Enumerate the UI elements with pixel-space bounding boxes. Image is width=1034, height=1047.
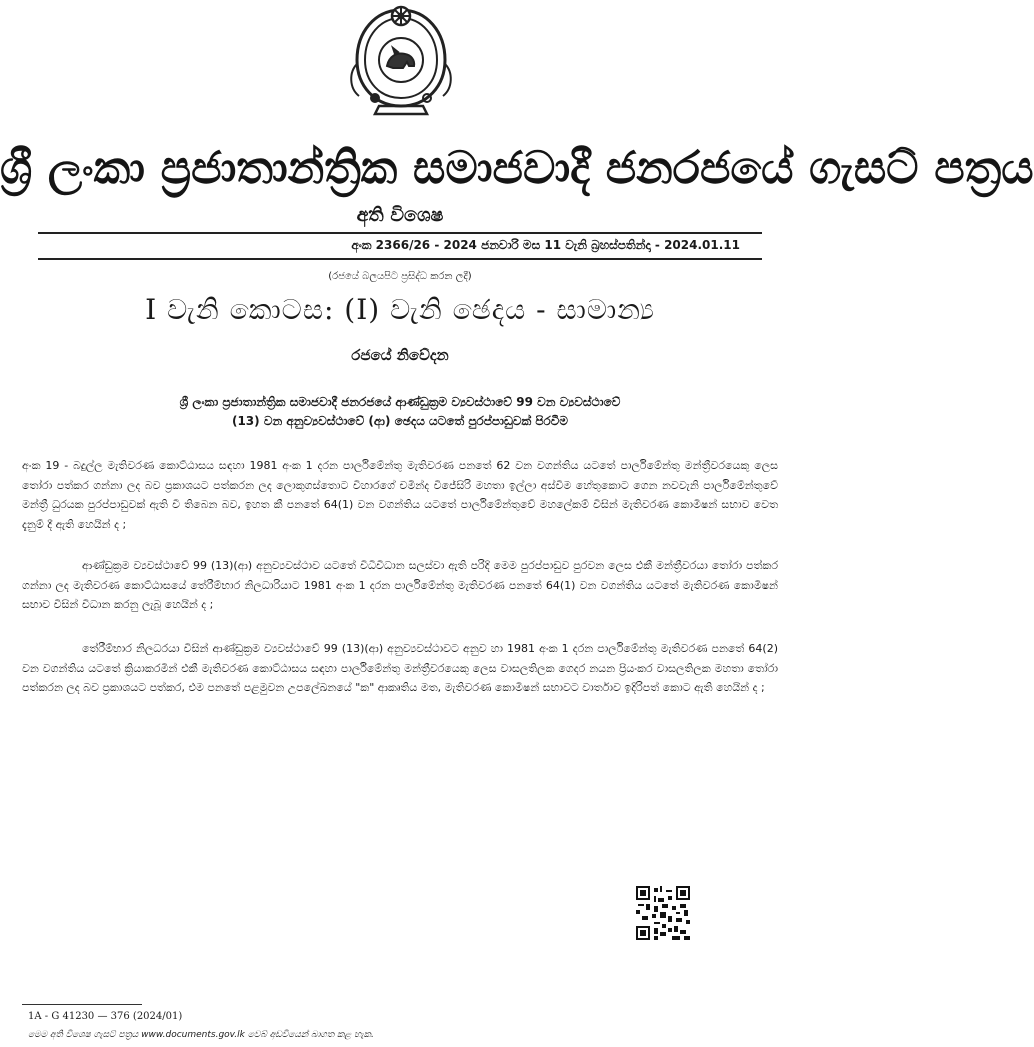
- published-by-authority: (රජයේ බලයපිට ප්‍රසිද්ධ කරන ලදී): [328, 271, 472, 282]
- footer-rule: [22, 1004, 142, 1005]
- header-rule-top: [38, 232, 762, 234]
- qr-code-icon[interactable]: [636, 886, 690, 940]
- issue-line: අංක 2366/26 - 2024 ජනවාරි මස 11 වැනි බ්‍රහස්පතින්දා - 2024.01.11: [351, 238, 740, 252]
- subject-line-1: ශ්‍රී ලංකා ප්‍රජාතාන්ත්‍රික සමාජවාදී ජනරජයේ ආණ්ඩුක්‍රම ව්‍යවස්ථාවේ 99 වන ව්‍යවස්ථාවේ: [179, 395, 621, 409]
- section-heading: රජයේ නිවේදන: [351, 346, 449, 364]
- header-rule-bottom: [38, 258, 762, 260]
- footer-download-note: මෙම අති විශෙෂ ගැසට් පත්‍රය www.documents.gov.lk වෙබ් අඩවියෙන් බාගත කළ හැක.: [28, 1030, 374, 1040]
- notice-paragraph-3: තේරීම්භාර නිලධරයා විසින් ආණ්ඩුක්‍රම ව්‍යවස්ථාවේ 99 (13)(ආ) අනුව්‍යවස්ථාවට අනුව හා 1981 අංක 1 දරන පාර්ලිමේන්තු මැතිවරණ පනතේ 64(2) වන වගන්තිය යටතේ ක්‍රියාකරමින් එකී මැතිවරණ කොට්ඨාසය සඳහා පාර්ලිමේන්තු මන්ත්‍රීවරයෙකු ලෙස වාසලතිලක ගෙදර නයන ප්‍රියංකර වාසලතිලක මහතා තෝරා පත්කරන ලද බව ප්‍රකාශයට පත්කර, එම පනතේ පළමුවන උපලේඛනයේ "ක" ආකෘතිය මත, මැතිවරණ කොමිෂන් සභාවට වාර්තාව ඉදිරිපත් කොට ඇති හෙයින් ද ;: [22, 642, 778, 694]
- sri-lanka-emblem-icon: [335, 2, 467, 124]
- gazette-masthead: ශ්‍රී ලංකා ප්‍රජාතාන්ත්‍රික සමාජවාදී ජනරජයේ ගැසට් පත්‍රය: [0, 141, 1034, 194]
- subject-line-2: (13) වන අනුව්‍යවස්ථාවේ (ආ) ඡෙදය යටතේ පුරප්පාඩුවක් පිරවීම: [231, 414, 569, 428]
- part-title: I වැනි කොටස: (I) වැනි ඡෙදය - සාමාන්‍ය: [145, 293, 655, 326]
- footer-print-code: 1A - G 41230 — 376 (2024/01): [28, 1011, 183, 1022]
- notice-paragraph-2: ආණ්ඩුක්‍රම ව්‍යවස්ථාවේ 99 (13)(ආ) අනුව්‍යවස්ථාව යටතේ විධිවිධාන සලස්වා ඇති පරිදි මෙම පුරප්පාඩුව පුරවන ලෙස එකී මන්ත්‍රීවරයා තෝරා පත්කර ගන්නා ලද මැතිවරණ කොට්ඨාසයේ තේරීම්භාර නිලධාරියාට 1981 අංක 1 දරන පාර්ලිමේන්තු මැතිවරණ පනතේ 64(1) වන වගන්තිය යටතේ මැතිවරණ කොමිෂන් සභාව විසින් විධාන කරනු ලැබූ හෙයින් ද ;: [22, 559, 778, 611]
- notice-subject: [90, 393, 710, 431]
- edition-label: අති විශෙෂ: [356, 204, 444, 226]
- notice-paragraph-1: අංක 19 - බදුල්ල මැතිවරණ කොට්ඨාසය සඳහා 1981 අංක 1 දරන පාර්ලිමේන්තු මැතිවරණ පනතේ 62 වන වගන්තිය යටතේ පාර්ලිමේන්තු මන්ත්‍රීවරයෙකු ලෙස තෝරා පත්කර ගන්නා ලද බව ප්‍රකාශයට පත්කරන ලද ලොකුගස්තොට විහාරගේ චමින්ද විජේසිරි මහතා ඉල්ලා අස්වීම හේතුකොට ගෙන නවවැනි පාර්ලිමේන්තුවේ මන්ත්‍රී ධුරයක පුරප්පාඩුවක් ඇති වී තිබෙන බව, ඉහත කී පනතේ 64(1) වන වගන්තිය යටතේ පාර්ලිමේන්තුවේ මහලේකම් විසින් මැතිවරණ කොමිෂන් සභාව වෙත දැනුම් දී ඇති හෙයින් ද ;: [22, 459, 778, 531]
